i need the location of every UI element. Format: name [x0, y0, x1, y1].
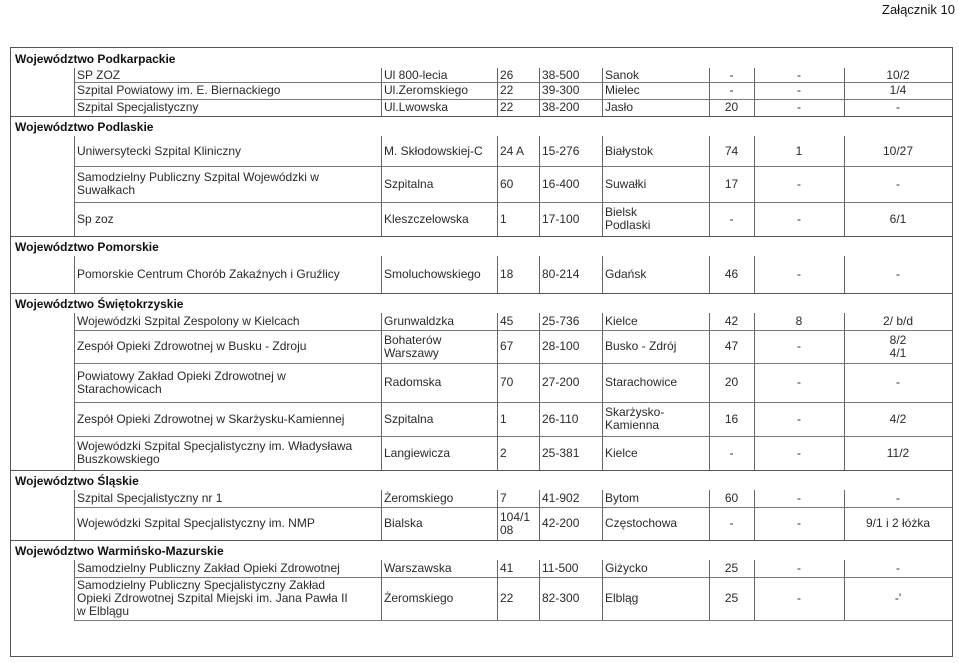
value-a-cell: 16: [724, 411, 739, 426]
city-cell: Bytom: [605, 491, 640, 505]
postal-code-cell: 28-100: [542, 339, 580, 353]
number-cell: 1: [500, 411, 507, 426]
value-c-cell: -: [896, 375, 900, 389]
column-divider: [754, 490, 755, 540]
column-divider: [602, 313, 603, 470]
value-a-cell: 25: [724, 561, 739, 575]
column-divider: [74, 256, 75, 293]
column-divider: [74, 560, 75, 620]
city-cell: Sanok: [605, 67, 640, 82]
facility-name-cell: Zespół Opieki Zdrowotnej w Busku - Zdroju: [77, 339, 307, 353]
column-divider: [844, 136, 845, 236]
value-b-cell: -: [797, 176, 801, 191]
value-c-cell: 1/4: [889, 83, 907, 97]
number-cell: 22: [500, 100, 514, 114]
table-row: [74, 330, 952, 364]
facility-name-cell: Sp zoz: [77, 211, 114, 226]
value-c-cell: -': [894, 591, 902, 605]
street-cell: Kleszczelowska: [384, 211, 469, 226]
street-cell: Radomska: [384, 375, 442, 389]
value-a-cell: 17: [724, 176, 739, 191]
column-divider: [381, 68, 382, 116]
column-divider: [74, 313, 75, 470]
value-a-cell: 47: [724, 339, 739, 353]
street-cell: Żeromskiego: [384, 591, 454, 605]
column-divider: [709, 490, 710, 540]
value-c-cell: -: [896, 267, 900, 281]
value-b-cell: 1: [795, 143, 803, 158]
postal-code-cell: 26-110: [542, 411, 579, 426]
column-divider: [709, 136, 710, 236]
street-cell: Żeromskiego: [384, 491, 454, 505]
region-divider: [11, 293, 952, 294]
region-heading: Województwo Świętokrzyskie: [15, 297, 184, 311]
number-cell: 22: [500, 591, 514, 605]
facility-name-cell: SP ZOZ: [77, 67, 121, 82]
facility-name-cell: Wojewódzki Szpital Zespolony w Kielcach: [77, 314, 300, 328]
number-cell: 26: [500, 67, 514, 82]
column-divider: [754, 256, 755, 293]
value-c-cell: 9/1 i 2 łóżka: [865, 516, 931, 530]
postal-code-cell: 16-400: [542, 176, 580, 191]
table-row: [74, 363, 952, 403]
region-divider: [11, 540, 952, 541]
street-cell: Ul.Zeromskiego: [384, 83, 469, 97]
column-divider: [381, 313, 382, 470]
number-cell: 104/1 08: [500, 509, 531, 537]
value-a-cell: -: [729, 516, 734, 530]
city-cell: Kielce: [605, 314, 638, 328]
street-cell: Ul.Lwowska: [384, 100, 449, 114]
column-divider: [74, 136, 75, 236]
column-divider: [844, 560, 845, 620]
column-divider: [497, 68, 498, 116]
facility-name-cell: Samodzielny Publiczny Zakład Opieki Zdrowotnej: [77, 561, 340, 575]
column-divider: [539, 313, 540, 470]
street-cell: Smoluchowskiego: [384, 267, 481, 281]
postal-code-cell: 11-500: [542, 561, 579, 575]
city-cell: Jasło: [605, 100, 634, 114]
region-heading: Województwo Śląskie: [15, 474, 139, 488]
table-row: [74, 99, 952, 117]
table-row: [74, 256, 952, 294]
region-heading: Województwo Podlaskie: [15, 120, 154, 134]
facility-name-cell: Samodzielny Publiczny Szpital Wojewódzki w Suwałkach: [77, 170, 319, 197]
table-row: [74, 202, 952, 237]
city-cell: Kielce: [605, 445, 638, 460]
column-divider: [709, 560, 710, 620]
table-row: [74, 490, 952, 508]
table-row: [74, 507, 952, 541]
column-divider: [497, 136, 498, 236]
hospital-table: [10, 47, 953, 657]
value-b-cell: -: [797, 561, 801, 575]
value-b-cell: -: [797, 83, 801, 97]
number-cell: 45: [500, 314, 514, 328]
facility-name-cell: Powiatowy Zakład Opieki Zdrowotnej w Starachowicach: [77, 368, 286, 396]
column-divider: [497, 313, 498, 470]
table-row: [74, 436, 952, 471]
attachment-label: Załącznik 10: [882, 2, 955, 17]
table-row: [74, 560, 952, 578]
city-cell: Białystok: [605, 143, 654, 158]
column-divider: [74, 68, 75, 116]
postal-code-cell: 25-736: [542, 314, 580, 328]
city-cell: Gdańsk: [605, 267, 647, 281]
table-row: [74, 68, 952, 83]
value-a-cell: -: [729, 83, 734, 97]
number-cell: 2: [500, 445, 507, 460]
facility-name-cell: Wojewódzki Szpital Specjalistyczny im. Władysława Buszkowskiego: [77, 439, 353, 466]
value-a-cell: -: [729, 211, 734, 226]
postal-code-cell: 25-381: [542, 445, 580, 460]
column-divider: [539, 136, 540, 236]
column-divider: [497, 560, 498, 620]
column-divider: [381, 560, 382, 620]
column-divider: [539, 256, 540, 293]
value-a-cell: 74: [724, 143, 739, 158]
table-row: [74, 136, 952, 167]
street-cell: Bohaterów Warszawy: [384, 332, 442, 360]
value-a-cell: 46: [724, 267, 739, 281]
number-cell: 67: [500, 339, 514, 353]
value-b-cell: -: [797, 411, 801, 426]
region-heading: Województwo Podkarpackie: [15, 52, 176, 66]
column-divider: [844, 256, 845, 293]
column-divider: [602, 490, 603, 540]
value-c-cell: -: [896, 561, 900, 575]
value-c-cell: 11/2: [886, 445, 910, 460]
street-cell: Szpitalna: [384, 411, 434, 426]
facility-name-cell: Wojewódzki Szpital Specjalistyczny im. NMP: [77, 516, 315, 530]
number-cell: 41: [500, 561, 514, 575]
city-cell: Elbląg: [605, 591, 639, 605]
facility-name-cell: Pomorskie Centrum Chorób Zakaźnych i Gruźlicy: [77, 267, 340, 281]
value-b-cell: 8: [795, 314, 803, 328]
value-c-cell: 2/ b/d: [882, 314, 914, 328]
number-cell: 18: [500, 267, 514, 281]
street-cell: Langiewicza: [384, 445, 451, 460]
value-b-cell: -: [797, 491, 801, 505]
city-cell: Starachowice: [605, 375, 678, 389]
postal-code-cell: 80-214: [542, 267, 580, 281]
street-cell: Ul 800-lecia: [384, 67, 448, 82]
number-cell: 60: [500, 176, 514, 191]
city-cell: Częstochowa: [605, 516, 678, 530]
value-a-cell: -: [729, 67, 734, 82]
postal-code-cell: 39-300: [542, 83, 580, 97]
column-divider: [497, 490, 498, 540]
facility-name-cell: Uniwersytecki Szpital Kliniczny: [77, 143, 242, 158]
value-a-cell: 60: [724, 491, 739, 505]
postal-code-cell: 42-200: [542, 516, 580, 530]
table-row: [74, 577, 952, 621]
number-cell: 7: [500, 491, 507, 505]
value-c-cell: -: [896, 491, 900, 505]
value-a-cell: 20: [724, 375, 739, 389]
table-row: [74, 313, 952, 331]
number-cell: 24 A: [500, 143, 525, 158]
region-heading: Województwo Pomorskie: [15, 240, 159, 254]
value-b-cell: -: [797, 375, 801, 389]
column-divider: [539, 560, 540, 620]
value-c-cell: 10/2: [886, 67, 910, 82]
column-divider: [74, 490, 75, 540]
facility-name-cell: Szpital Specjalistyczny nr 1: [77, 491, 223, 505]
value-b-cell: -: [797, 591, 801, 605]
column-divider: [539, 490, 540, 540]
value-b-cell: -: [797, 516, 801, 530]
column-divider: [381, 490, 382, 540]
number-cell: 22: [500, 83, 514, 97]
postal-code-cell: 38-200: [542, 100, 580, 114]
postal-code-cell: 41-902: [542, 491, 580, 505]
city-cell: Suwałki: [605, 176, 647, 191]
column-divider: [754, 68, 755, 116]
table-row: [74, 82, 952, 100]
postal-code-cell: 17-100: [542, 211, 580, 226]
facility-name-cell: Samodzielny Publiczny Specjalistyczny Zakład Opieki Zdrowotnej Szpital Miejski im. Jana Pawła II w Elblągu: [77, 578, 348, 618]
postal-code-cell: 38-500: [542, 67, 580, 82]
value-c-cell: -: [896, 176, 900, 191]
region-divider: [11, 470, 952, 471]
value-c-cell: 8/2 4/1: [889, 332, 907, 360]
column-divider: [709, 313, 710, 470]
value-c-cell: 6/1: [889, 211, 907, 226]
facility-name-cell: Szpital Powiatowy im. E. Biernackiego: [77, 83, 281, 97]
value-c-cell: 10/27: [882, 143, 914, 158]
city-cell: Busko - Zdrój: [605, 339, 677, 353]
table-row: [74, 402, 952, 437]
column-divider: [754, 560, 755, 620]
column-divider: [381, 136, 382, 236]
street-cell: Grunwaldzka: [384, 314, 455, 328]
number-cell: 70: [500, 375, 514, 389]
value-b-cell: -: [797, 100, 801, 114]
postal-code-cell: 82-300: [542, 591, 580, 605]
street-cell: Warszawska: [384, 561, 452, 575]
column-divider: [844, 68, 845, 116]
column-divider: [844, 313, 845, 470]
city-cell: Mielec: [605, 83, 640, 97]
value-a-cell: 25: [724, 591, 739, 605]
column-divider: [381, 256, 382, 293]
value-b-cell: -: [797, 339, 801, 353]
street-cell: M. Skłodowskiej-C: [384, 143, 483, 158]
value-c-cell: -: [896, 100, 900, 114]
column-divider: [539, 68, 540, 116]
facility-name-cell: Szpital Specjalistyczny: [77, 100, 199, 114]
column-divider: [754, 313, 755, 470]
column-divider: [602, 68, 603, 116]
region-divider: [11, 116, 952, 117]
column-divider: [844, 490, 845, 540]
column-divider: [602, 136, 603, 236]
region-heading: Województwo Warmińsko-Mazurskie: [15, 544, 224, 558]
number-cell: 1: [500, 211, 507, 226]
street-cell: Bialska: [384, 516, 423, 530]
region-divider: [11, 236, 952, 237]
table-row: [74, 166, 952, 203]
city-cell: Skarżysko- Kamienna: [605, 405, 665, 432]
column-divider: [602, 256, 603, 293]
postal-code-cell: 15-276: [542, 143, 580, 158]
value-c-cell: 4/2: [889, 411, 907, 426]
facility-name-cell: Zespół Opieki Zdrowotnej w Skarżysku-Kamiennej: [77, 411, 345, 426]
column-divider: [754, 136, 755, 236]
value-b-cell: -: [797, 445, 801, 460]
column-divider: [497, 256, 498, 293]
postal-code-cell: 27-200: [542, 375, 580, 389]
value-b-cell: -: [797, 67, 801, 82]
value-b-cell: -: [797, 211, 801, 226]
city-cell: Bielsk Podlaski: [605, 205, 651, 232]
value-a-cell: 42: [724, 314, 739, 328]
column-divider: [709, 256, 710, 293]
value-a-cell: 20: [724, 100, 739, 114]
column-divider: [602, 560, 603, 620]
value-b-cell: -: [797, 267, 801, 281]
column-divider: [709, 68, 710, 116]
city-cell: Giżycko: [605, 561, 648, 575]
street-cell: Szpitalna: [384, 176, 434, 191]
value-a-cell: -: [729, 445, 734, 460]
